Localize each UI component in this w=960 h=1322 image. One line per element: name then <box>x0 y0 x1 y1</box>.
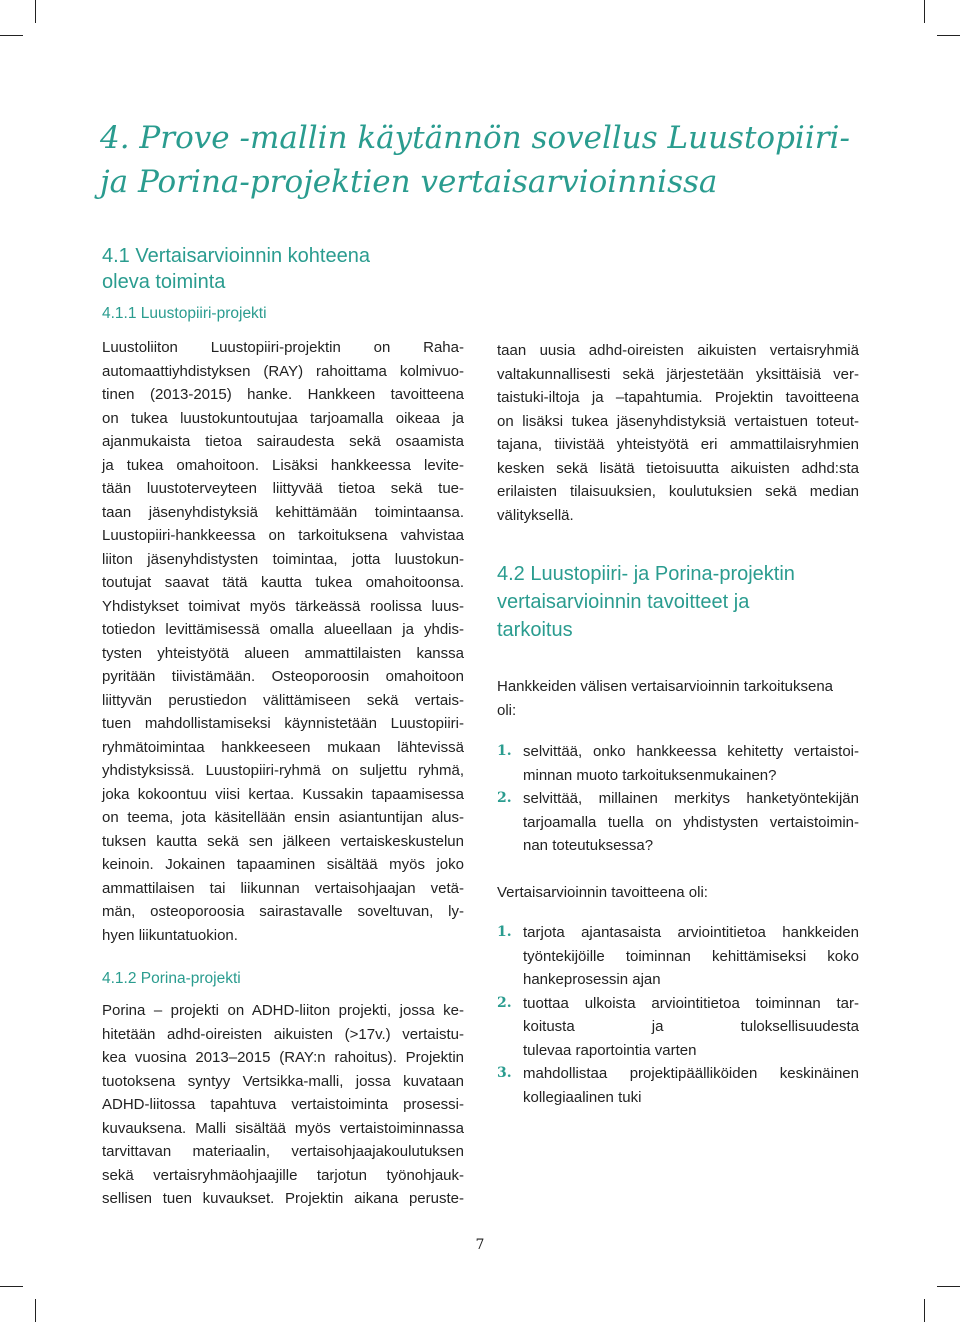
text-line: taan jäsenyhdistyksiä kehittämään toimintaansa. <box>102 503 464 521</box>
text-line: on teema, jota käsitellään ensin asiantuntijan alus- <box>102 809 464 826</box>
text-line: kesken sekä lisätä tietoisuutta aikuisten adhd:sta <box>497 459 859 477</box>
left-column <box>102 243 464 1211</box>
goal-intro <box>497 881 859 905</box>
text-line: tysten yhteistyötä alueen ammattilaisten kanssa <box>102 644 464 662</box>
text-line: kollegiaalinen tuki <box>523 1088 642 1106</box>
text-line: Luustopiiri-hankkeessa on tarkoituksena vahvistaa <box>102 527 464 544</box>
text-line: tuen mahdollistamiseksi käynnistetään Luustopiiri- <box>102 715 464 732</box>
text-line: taistuki-iltoja ja –tapahtumia. Projektin tavoitteena <box>497 389 859 406</box>
text-line: tuotoksena syntyy Vertsikka-malli, jossa kuvataan <box>102 1072 464 1090</box>
heading-line: 4.1 Vertaisarvioinnin kohteena <box>102 245 370 267</box>
crop-mark <box>924 0 925 23</box>
text-line: tarjota ajantasaista arviointitietoa hankkeiden <box>523 924 859 941</box>
right-column <box>497 339 859 1109</box>
text-line: pyritään tiivistämään. Osteoporoosin omahoitoon <box>102 668 464 685</box>
text-line: tuottaa ulkoista arviointitietoa toiminnan tar- <box>523 994 859 1012</box>
crop-mark <box>0 35 23 36</box>
luustopiiri-paragraph <box>102 336 464 947</box>
text-line: sellisen tuen kuvaukset. Projektin aikana peruste- <box>102 1190 464 1207</box>
list-number: 2. <box>497 994 512 1011</box>
text-line: yhdistyksissä. Luustopiiri-ryhmä on suljettu ryhmä, <box>102 762 464 779</box>
list-item <box>497 1062 859 1109</box>
list-number: 1. <box>497 743 512 759</box>
heading-line: vertaisarvioinnin tavoitteet ja <box>497 591 750 613</box>
text-line: mahdollistaa projektipäälliköiden keskinäinen <box>523 1065 859 1082</box>
goal-list <box>497 921 859 1109</box>
text-line: toutujat saavat tätä kautta tukea omahoitoonsa. <box>102 574 464 591</box>
list-number: 2. <box>497 790 512 806</box>
text-line: liittyvän perustiedon välittämiseen sekä vertais- <box>102 691 464 709</box>
crop-mark <box>35 1299 36 1322</box>
text-line: sekä vertaisryhmäohjaajille tarjotun työnohjauk- <box>102 1166 464 1184</box>
heading-line: tarkoitus <box>497 619 573 641</box>
text-line: tään luustoterveyteen liittyvää tietoa sekä tue- <box>102 480 464 497</box>
text-line: nan toteutuksessa? <box>523 837 654 854</box>
text-line: hitetään adhd-oireisten aikuisten (>17v.) vertaistu- <box>102 1025 464 1043</box>
chapter-title <box>100 116 900 204</box>
text-line: tarjoamalla tuella on yhdistysten vertaistoimin- <box>523 813 859 831</box>
text-line: oli: <box>497 701 517 719</box>
porina-paragraph-continued <box>497 339 859 527</box>
chapter-title-line: ja Porina-projektien vertaisarvioinnissa <box>100 164 718 200</box>
text-line: on lisäksi tukea jäsenyhdistyksiä vertaistuen toteut- <box>497 412 859 430</box>
page-number: 7 <box>475 1237 485 1253</box>
text-line: Porina – projekti on ADHD-liiton projekti, jossa ke- <box>102 1002 464 1019</box>
text-line: kuvauksena. Malli sisältää myös vertaistoiminnassa <box>102 1119 464 1137</box>
text-line: män, osteoporoosia sairastavalle soveltuvan, ly- <box>102 903 464 920</box>
crop-mark <box>937 1286 960 1287</box>
purpose-intro <box>497 675 859 722</box>
text-line: ja tukea omahoitoon. Lisäksi hankkeessa levite- <box>102 456 464 474</box>
text-line: koitusta ja tuloksellisuudesta <box>523 1018 859 1035</box>
text-line: valtakunnallisesti sekä järjestetään yksittäisiä ver- <box>497 365 859 383</box>
section-4-2-heading <box>497 560 859 644</box>
list-item <box>497 921 859 992</box>
text-line: työntekijöille toiminnan kehittämiseksi koko <box>523 947 859 965</box>
text-line: selvittää, onko hankkeessa kehitetty vertaistoi- <box>523 743 859 760</box>
text-line: kea vuosina 2013–2015 (RAY:n rahoitus). Projektin <box>102 1049 464 1066</box>
text-line: selvittää, millainen merkitys hanketyöntekijän <box>523 790 859 807</box>
text-line: hyen liikuntatuokion. <box>102 926 238 944</box>
text-line: keinoin. Jokainen tapaaminen sisältää myös joko <box>102 856 464 873</box>
text-line: ammattilaisen tai liikunnan vertaisohjaajan vetä- <box>102 879 464 897</box>
crop-mark <box>937 35 960 36</box>
purpose-list <box>497 740 859 858</box>
text-line: liiton jäsenyhdistysten toimintaa, jotta luustokun- <box>102 550 464 568</box>
text-line: Hankkeiden välisen vertaisarvioinnin tarkoituksena <box>497 678 834 695</box>
text-line: joka kokoontuu viisi kertaa. Kussakin tapaamisessa <box>102 785 464 803</box>
text-line: Luustoliiton Luustopiiri-projektin on Raha- <box>102 339 464 356</box>
list-item <box>497 787 859 858</box>
text-line: tulevaa raportointia varten <box>523 1041 697 1059</box>
text-line: minnan muoto tarkoituksenmukainen? <box>523 766 777 784</box>
crop-mark <box>0 1286 23 1287</box>
list-item <box>497 740 859 787</box>
text-line: hankeprosessin ajan <box>523 971 661 988</box>
heading-line: 4.2 Luustopiiri- ja Porina-projektin <box>497 563 795 585</box>
text-line: Vertaisarvioinnin tavoitteena oli: <box>497 883 708 901</box>
porina-paragraph <box>102 999 464 1211</box>
text-line: totiedon levittämisessä omalla alueellaan ja yhdis- <box>102 621 464 638</box>
text-line: ryhmätoimintaa hankkeeseen mukaan lähtevissä <box>102 738 464 756</box>
text-line: taan uusia adhd-oireisten aikuisten vertaisryhmiä <box>497 342 859 359</box>
text-line: Yhdistykset toimivat myös tärkeässä roolissa luus- <box>102 597 464 615</box>
crop-mark <box>924 1299 925 1322</box>
chapter-title-line: 4. Prove -mallin käytännön sovellus Luustopiiri- <box>100 120 850 156</box>
text-line: tarvittavan materiaalin, vertaisohjaajakoulutuksen <box>102 1143 464 1160</box>
text-line: automaattiyhdistyksen (RAY) rahoittama kolmivuo- <box>102 362 464 380</box>
text-line: erilaisten tilaisuuksien, koulutuksien sekä median <box>497 483 859 500</box>
text-line: tinen (2013-2015) hanke. Hankkeen tavoitteena <box>102 386 464 403</box>
text-line: tajana, tiivistää yhteistyötä eri ammattilaisryhmien <box>497 436 859 453</box>
section-4-1-heading <box>102 243 464 295</box>
text-line: ADHD-liitossa tapahtuva vertaistoiminta prosessi- <box>102 1096 464 1113</box>
list-item <box>497 992 859 1063</box>
text-line: välityksellä. <box>497 506 574 524</box>
text-line: ajanmukaista tietoa sairaudesta sekä osaamista <box>102 433 464 450</box>
heading-line: oleva toiminta <box>102 271 226 293</box>
list-number: 3. <box>497 1065 512 1081</box>
crop-mark <box>35 0 36 23</box>
text-line: tuksen kautta sekä sen jälkeen vertaiskeskustelun <box>102 832 464 850</box>
text-line: on tukea luustokuntoutujaa tarjoamalla oikeaa ja <box>102 409 464 427</box>
list-number: 1. <box>497 924 512 940</box>
section-4-1-1-heading: 4.1.1 Luustopiiri-projekti <box>102 305 267 322</box>
section-4-1-2-heading: 4.1.2 Porina-projekti <box>102 970 241 987</box>
